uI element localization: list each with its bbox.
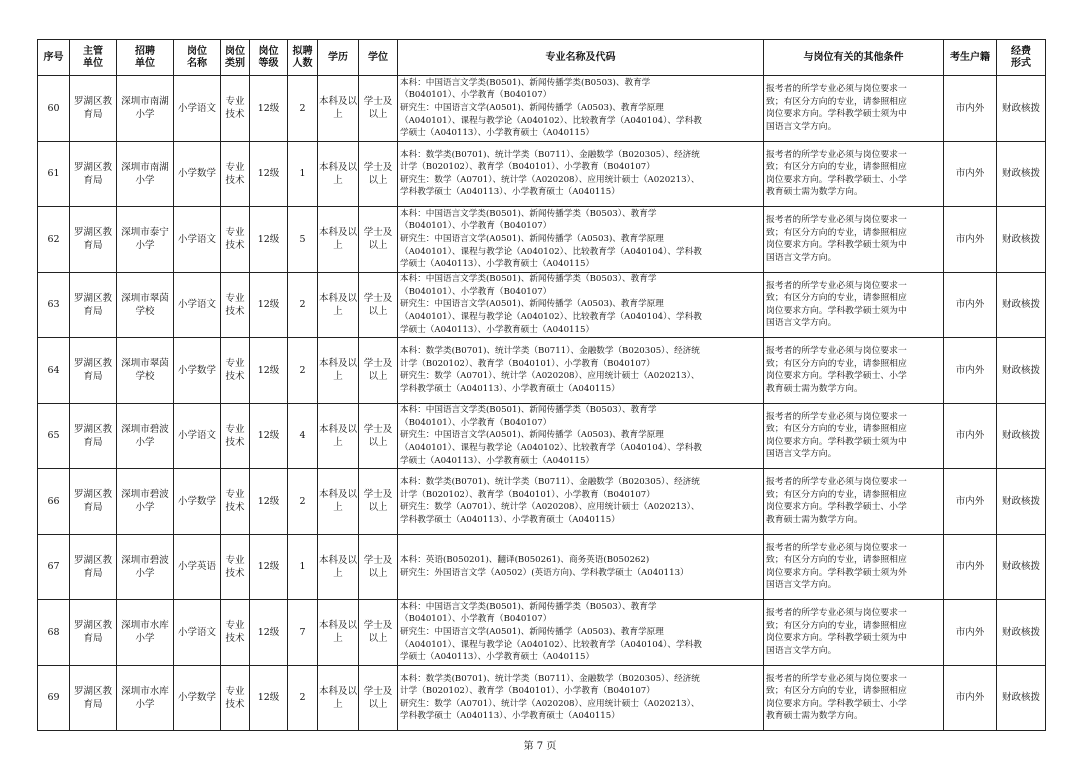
cell-major-line: （B040101）、小学教育（B040107） [400,417,552,428]
cell-seq: 62 [38,207,70,273]
cell-unit: 深圳市南湖小学 [117,76,174,142]
cell-major-line: 研究生：数学（A0701）、统计学（A020208）、应用统计硕士（A020213）、 [400,698,700,709]
cell-major-line: 学硕士（A040113）、小学教育硕士（A040115） [400,128,595,139]
header-count: 拟聘 人数 [288,40,318,76]
cell-count: 2 [288,469,318,535]
cell-major-line: 学科教学硕士（A040113）、小学教育硕士（A040115） [400,514,620,525]
cell-edu: 本科及以上 [318,207,359,273]
header-major: 专业名称及代码 [398,40,764,76]
cell-pos-name: 小学语文 [174,76,221,142]
cell-count: 5 [288,207,318,273]
cell-unit: 深圳市碧波小学 [117,469,174,535]
cell-funding: 财政核拨 [997,76,1046,142]
cell-pos-name: 小学数学 [174,665,221,731]
cell-major-line: （B040101）、小学教育（B040107） [400,221,552,232]
cell-hukou: 市内外 [944,600,997,666]
cell-degree: 学士及以上 [359,600,398,666]
cell-dept: 罗湖区教育局 [70,207,117,273]
cell-seq: 61 [38,141,70,207]
cell-edu: 本科及以上 [318,272,359,338]
cell-major-line: 研究生：中国语言文学(A0501)、新闻传播学（A0503)、教育学原理 [400,102,664,113]
cell-cond-line: 教育硕士需为数学方向。 [766,187,863,198]
cell-degree: 学士及以上 [359,665,398,731]
cell-dept: 罗湖区教育局 [70,141,117,207]
cell-unit: 深圳市水库小学 [117,600,174,666]
cell-cond-line: 致；有区分方向的专业，请参照相应 [766,424,907,435]
cell-pos-level: 12级 [250,665,288,731]
header-pos-type: 岗位 类别 [221,40,250,76]
cell-pos-name: 小学语文 [174,403,221,469]
cell-cond-line: 国语言文学方向。 [766,645,837,656]
cell-hukou: 市内外 [944,665,997,731]
cell-pos-type: 专业技术 [221,534,250,600]
cell-hukou: 市内外 [944,272,997,338]
cell-pos-type: 专业技术 [221,272,250,338]
cell-pos-name: 小学语文 [174,272,221,338]
cell-major-line: 学硕士（A040113）、小学教育硕士（A040115） [400,455,595,466]
cell-cond [764,534,944,600]
cell-dept: 罗湖区教育局 [70,534,117,600]
cell-cond-line: 报考者的所学专业必须与岗位要求一 [766,280,907,291]
cell-dept: 罗湖区教育局 [70,76,117,142]
cell-pos-name: 小学语文 [174,600,221,666]
cell-major-line: （B040101）、小学教育（B040107） [400,614,552,625]
cell-unit: 深圳市碧波小学 [117,403,174,469]
cell-edu: 本科及以上 [318,534,359,600]
cell-major-line: 本科：数学类(B0701)、统计学类（B0711）、金融数学（B020305）、经济统 [400,477,700,488]
cell-major [398,403,764,469]
cell-major-line: 学科教学硕士（A040113）、小学教育硕士（A040115） [400,711,620,722]
cell-count: 2 [288,665,318,731]
cell-major [398,600,764,666]
cell-dept: 罗湖区教育局 [70,600,117,666]
cell-cond-line: 岗位要求方向。学科教学硕士、小学 [766,502,907,513]
cell-hukou: 市内外 [944,338,997,404]
cell-degree: 学士及以上 [359,338,398,404]
cell-degree: 学士及以上 [359,207,398,273]
cell-cond-line: 致；有区分方向的专业，请参照相应 [766,96,907,107]
cell-major [398,76,764,142]
cell-major-line: 本科：数学类(B0701)、统计学类（B0711）、金融数学（B020305）、经济统 [400,346,700,357]
cell-hukou: 市内外 [944,403,997,469]
cell-count: 2 [288,272,318,338]
cell-unit: 深圳市碧波小学 [117,534,174,600]
cell-hukou: 市内外 [944,76,997,142]
cell-degree: 学士及以上 [359,469,398,535]
cell-pos-name: 小学数学 [174,141,221,207]
cell-cond-line: 致；有区分方向的专业，请参照相应 [766,293,907,304]
cell-major-line: 计学（B020102）、教育学（B040101）、小学教育（B040107） [400,358,655,369]
cell-pos-type: 专业技术 [221,141,250,207]
cell-major-line: 本科：数学类(B0701)、统计学类（B0711）、金融数学（B020305）、经济统 [400,673,700,684]
cell-dept: 罗湖区教育局 [70,403,117,469]
cell-pos-level: 12级 [250,272,288,338]
cell-count: 2 [288,76,318,142]
cell-cond [764,665,944,731]
cell-major [398,141,764,207]
cell-major-line: （A040101）、课程与教学论（A040102）、比较教育学（A040104）、学科教 [400,312,702,323]
cell-seq: 63 [38,272,70,338]
header-hukou: 考生户籍 [944,40,997,76]
cell-cond-line: 致；有区分方向的专业，请参照相应 [766,620,907,631]
cell-major-line: （A040101）、课程与教学论（A040102）、比较教育学（A040104）、学科教 [400,639,702,650]
cell-count: 1 [288,141,318,207]
cell-cond-line: 致；有区分方向的专业，请参照相应 [766,162,907,173]
cell-major-line: 学硕士（A040113）、小学教育硕士（A040115） [400,324,595,335]
cell-pos-type: 专业技术 [221,403,250,469]
cell-hukou: 市内外 [944,469,997,535]
cell-count: 7 [288,600,318,666]
cell-cond-line: 国语言文学方向。 [766,580,837,591]
cell-degree: 学士及以上 [359,141,398,207]
cell-cond-line: 报考者的所学专业必须与岗位要求一 [766,346,907,357]
cell-major [398,207,764,273]
cell-cond-line: 致；有区分方向的专业，请参照相应 [766,489,907,500]
cell-cond-line: 致；有区分方向的专业，请参照相应 [766,358,907,369]
cell-cond [764,76,944,142]
table-row [38,338,1046,404]
cell-count: 4 [288,403,318,469]
cell-major-line: （B040101）、小学教育（B040107） [400,286,552,297]
cell-major-line: 研究生：数学（A0701）、统计学（A020208）、应用统计硕士（A020213）、 [400,502,700,513]
cell-unit: 深圳市水库小学 [117,665,174,731]
cell-major-line: 本科：中国语言文学类(B0501)、新闻传播学类(B0503)、教育学 [400,77,651,88]
cell-pos-level: 12级 [250,534,288,600]
cell-pos-name: 小学英语 [174,534,221,600]
cell-major-line: 研究生：中国语言文学(A0501)、新闻传播学（A0503)、教育学原理 [400,626,664,637]
cell-seq: 66 [38,469,70,535]
header-edu: 学历 [318,40,359,76]
table-row [38,76,1046,142]
cell-cond-line: 岗位要求方向。学科教学硕士须为外 [766,567,907,578]
cell-count: 1 [288,534,318,600]
cell-cond-line: 岗位要求方向。学科教学硕士、小学 [766,698,907,709]
cell-cond [764,141,944,207]
cell-degree: 学士及以上 [359,403,398,469]
cell-cond-line: 岗位要求方向。学科教学硕士须为中 [766,109,907,120]
cell-cond-line: 岗位要求方向。学科教学硕士须为中 [766,633,907,644]
cell-hukou: 市内外 [944,141,997,207]
cell-cond-line: 岗位要求方向。学科教学硕士、小学 [766,174,907,185]
cell-major-line: 本科：中国语言文学类(B0501)、新闻传播学类（B0503）、教育学 [400,601,657,612]
cell-edu: 本科及以上 [318,469,359,535]
cell-major-line: 学科教学硕士（A040113）、小学教育硕士（A040115） [400,187,620,198]
cell-major-line: 研究生：中国语言文学(A0501)、新闻传播学（A0503)、教育学原理 [400,299,664,310]
header-funding: 经费 形式 [997,40,1046,76]
table-row [38,665,1046,731]
cell-cond [764,403,944,469]
cell-pos-level: 12级 [250,469,288,535]
page-number: 第 7 页 [523,741,557,752]
cell-seq: 64 [38,338,70,404]
cell-edu: 本科及以上 [318,600,359,666]
cell-cond-line: 报考者的所学专业必须与岗位要求一 [766,608,907,619]
cell-cond-line: 致；有区分方向的专业，请参照相应 [766,555,907,566]
cell-pos-type: 专业技术 [221,207,250,273]
cell-cond-line: 报考者的所学专业必须与岗位要求一 [766,477,907,488]
cell-funding: 财政核拨 [997,665,1046,731]
cell-funding: 财政核拨 [997,338,1046,404]
cell-dept: 罗湖区教育局 [70,665,117,731]
cell-major [398,338,764,404]
header-dept: 主管 单位 [70,40,117,76]
cell-cond-line: 教育硕士需为数学方向。 [766,711,863,722]
header-degree: 学位 [359,40,398,76]
cell-major-line: （A040101）、课程与教学论（A040102）、比较教育学（A040104）、学科教 [400,246,702,257]
cell-pos-level: 12级 [250,403,288,469]
header-pos-level: 岗位 等级 [250,40,288,76]
cell-edu: 本科及以上 [318,338,359,404]
cell-major-line: 计学（B020102）、教育学（B040101）、小学教育（B040107） [400,686,655,697]
cell-funding: 财政核拨 [997,469,1046,535]
cell-major-line: 计学（B020102）、教育学（B040101）、小学教育（B040107） [400,489,655,500]
cell-seq: 67 [38,534,70,600]
cell-cond-line: 报考者的所学专业必须与岗位要求一 [766,411,907,422]
cell-cond-line: 国语言文学方向。 [766,121,837,132]
cell-major-line: 研究生：外国语言文学（A0502）(英语方向)、学科教学硕士（A040113） [400,567,689,578]
table-header-row [38,40,1046,76]
cell-cond-line: 国语言文学方向。 [766,318,837,329]
cell-unit: 深圳市翠茵学校 [117,338,174,404]
cell-pos-name: 小学数学 [174,338,221,404]
cell-edu: 本科及以上 [318,141,359,207]
cell-cond-line: 报考者的所学专业必须与岗位要求一 [766,215,907,226]
cell-edu: 本科及以上 [318,76,359,142]
cell-major [398,665,764,731]
cell-pos-level: 12级 [250,76,288,142]
cell-cond [764,338,944,404]
cell-funding: 财政核拨 [997,534,1046,600]
table-row [38,272,1046,338]
table-row [38,469,1046,535]
cell-major-line: （A040101）、课程与教学论（A040102）、比较教育学（A040104）、学科教 [400,443,702,454]
cell-seq: 65 [38,403,70,469]
cell-edu: 本科及以上 [318,403,359,469]
cell-pos-name: 小学数学 [174,469,221,535]
table-row [38,403,1046,469]
header-unit: 招聘 单位 [117,40,174,76]
header-seq: 序号 [38,40,70,76]
cell-unit: 深圳市泰宁小学 [117,207,174,273]
cell-major-line: 本科：中国语言文学类(B0501)、新闻传播学类（B0503）、教育学 [400,405,657,416]
cell-cond [764,600,944,666]
cell-major-line: （A040101）、课程与教学论（A040102）、比较教育学（A040104）、学科教 [400,115,702,126]
cell-cond-line: 致；有区分方向的专业，请参照相应 [766,686,907,697]
cell-pos-type: 专业技术 [221,600,250,666]
cell-cond-line: 国语言文学方向。 [766,252,837,263]
cell-seq: 69 [38,665,70,731]
cell-degree: 学士及以上 [359,534,398,600]
cell-cond [764,272,944,338]
cell-major-line: （B040101）、小学教育（B040107） [400,90,552,101]
cell-major [398,469,764,535]
cell-cond-line: 报考者的所学专业必须与岗位要求一 [766,84,907,95]
table-row [38,207,1046,273]
cell-dept: 罗湖区教育局 [70,469,117,535]
cell-degree: 学士及以上 [359,272,398,338]
cell-funding: 财政核拨 [997,207,1046,273]
recruitment-table [37,39,1046,731]
cell-dept: 罗湖区教育局 [70,338,117,404]
cell-major-line: 学硕士（A040113）、小学教育硕士（A040115） [400,652,595,663]
cell-seq: 68 [38,600,70,666]
cell-funding: 财政核拨 [997,272,1046,338]
cell-pos-level: 12级 [250,338,288,404]
cell-pos-type: 专业技术 [221,665,250,731]
cell-major-line: 学硕士（A040113）、小学教育硕士（A040115） [400,259,595,270]
cell-cond-line: 报考者的所学专业必须与岗位要求一 [766,542,907,553]
table-body [38,76,1046,731]
cell-cond-line: 岗位要求方向。学科教学硕士须为中 [766,305,907,316]
cell-cond-line: 岗位要求方向。学科教学硕士须为中 [766,240,907,251]
cell-unit: 深圳市南湖小学 [117,141,174,207]
cell-major-line: 研究生：中国语言文学(A0501)、新闻传播学（A0503)、教育学原理 [400,233,664,244]
cell-dept: 罗湖区教育局 [70,272,117,338]
header-cond: 与岗位有关的其他条件 [764,40,944,76]
cell-cond-line: 岗位要求方向。学科教学硕士、小学 [766,371,907,382]
cell-funding: 财政核拨 [997,403,1046,469]
cell-cond-line: 教育硕士需为数学方向。 [766,514,863,525]
cell-pos-type: 专业技术 [221,469,250,535]
cell-major-line: 本科：数学类(B0701)、统计学类（B0711）、金融数学（B020305）、经济统 [400,149,700,160]
cell-pos-type: 专业技术 [221,338,250,404]
cell-hukou: 市内外 [944,207,997,273]
cell-major-line: 学科教学硕士（A040113）、小学教育硕士（A040115） [400,383,620,394]
cell-major-line: 计学（B020102）、教育学（B040101）、小学教育（B040107） [400,162,655,173]
cell-pos-type: 专业技术 [221,76,250,142]
cell-pos-level: 12级 [250,141,288,207]
cell-funding: 财政核拨 [997,600,1046,666]
table-row [38,141,1046,207]
header-pos-name: 岗位 名称 [174,40,221,76]
cell-hukou: 市内外 [944,534,997,600]
cell-cond-line: 岗位要求方向。学科教学硕士须为中 [766,436,907,447]
cell-funding: 财政核拨 [997,141,1046,207]
cell-major-line: 研究生：数学（A0701）、统计学（A020208）、应用统计硕士（A020213）、 [400,371,700,382]
cell-major [398,272,764,338]
cell-major-line: 本科：中国语言文学类(B0501)、新闻传播学类（B0503）、教育学 [400,208,657,219]
cell-major-line: 研究生：中国语言文学(A0501)、新闻传播学（A0503)、教育学原理 [400,430,664,441]
cell-pos-level: 12级 [250,207,288,273]
cell-cond-line: 致；有区分方向的专业，请参照相应 [766,227,907,238]
cell-unit: 深圳市翠茵学校 [117,272,174,338]
cell-count: 2 [288,338,318,404]
cell-cond [764,469,944,535]
cell-edu: 本科及以上 [318,665,359,731]
cell-cond-line: 国语言文学方向。 [766,449,837,460]
table-row [38,534,1046,600]
cell-cond-line: 报考者的所学专业必须与岗位要求一 [766,673,907,684]
cell-pos-name: 小学语文 [174,207,221,273]
cell-major-line: 本科：英语(B050201)、翻译(B050261)、商务英语(B050262) [400,555,650,566]
cell-degree: 学士及以上 [359,76,398,142]
cell-pos-level: 12级 [250,600,288,666]
table-row [38,600,1046,666]
cell-cond-line: 报考者的所学专业必须与岗位要求一 [766,149,907,160]
cell-major [398,534,764,600]
cell-seq: 60 [38,76,70,142]
cell-major-line: 研究生：数学（A0701）、统计学（A020208）、应用统计硕士（A020213）、 [400,174,700,185]
cell-cond-line: 教育硕士需为数学方向。 [766,383,863,394]
cell-cond [764,207,944,273]
cell-major-line: 本科：中国语言文学类(B0501)、新闻传播学类（B0503）、教育学 [400,274,657,285]
